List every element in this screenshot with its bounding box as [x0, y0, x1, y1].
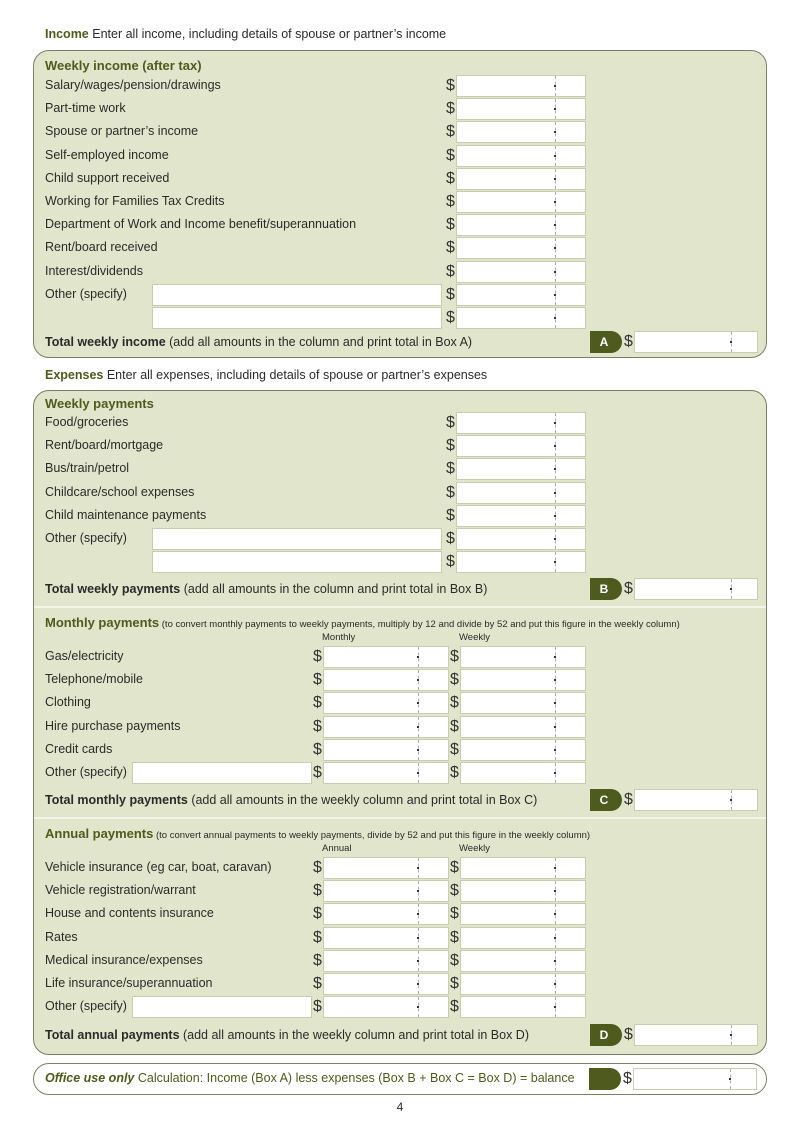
currency-symbol: $ — [450, 859, 459, 876]
office-use-text — [45, 1071, 575, 1085]
currency-symbol: $ — [446, 100, 455, 118]
currency-symbol: $ — [446, 460, 455, 478]
currency-symbol: $ — [623, 1070, 632, 1087]
weekly-income-panel — [33, 50, 767, 358]
annual-payments-title: Annual payments — [45, 826, 154, 841]
income-working-for-families-tax-credits-input[interactable] — [456, 191, 586, 213]
income-row-label: Working for Families Tax Credits — [45, 194, 225, 208]
box-c-badge: C — [590, 789, 622, 811]
currency-symbol: $ — [450, 928, 459, 946]
currency-symbol: $ — [446, 262, 455, 280]
annual-other-specify-annual-input[interactable] — [323, 996, 449, 1018]
weekly-payment-row-label: Childcare/school expenses — [45, 484, 195, 499]
total-monthly-payments-text: (add all amounts in the weekly column and print total in Box C) — [187, 793, 538, 807]
income-row-label: Salary/wages/pension/drawings — [45, 78, 221, 92]
income-heading — [45, 27, 446, 41]
weekly-food-groceries-input[interactable] — [456, 412, 586, 434]
income-rent-board-received-input[interactable] — [456, 237, 586, 259]
annual-medical-insurance-expenses-weekly-input[interactable] — [460, 950, 586, 972]
box-b-total-input[interactable] — [634, 578, 758, 600]
expenses-heading-bold: Expenses — [45, 368, 104, 382]
income-row-label: Rent/board received — [45, 240, 158, 255]
monthly-payment-row-label: Credit cards — [45, 741, 113, 756]
weekly-column-header: Weekly — [459, 632, 490, 643]
income-row-label: Other (specify) — [45, 286, 127, 301]
currency-symbol: $ — [450, 764, 459, 781]
monthly-gas-electricity-monthly-input[interactable] — [323, 646, 449, 668]
annual-payment-row-label: Other (specify) — [45, 999, 127, 1014]
annual-life-insurance-superannuation-weekly-input[interactable] — [460, 973, 586, 995]
total-weekly-payments-text: (add all amounts in the column and print total in Box B) — [180, 582, 488, 596]
currency-symbol: $ — [446, 437, 455, 455]
annual-rates-annual-input[interactable] — [323, 927, 449, 949]
currency-symbol: $ — [446, 193, 455, 210]
income-other-amount-input[interactable] — [456, 284, 586, 306]
currency-symbol: $ — [313, 998, 322, 1016]
weekly-other-specify-input-2[interactable] — [152, 551, 442, 573]
monthly-hire-purchase-payments-monthly-input[interactable] — [323, 716, 449, 738]
currency-symbol: $ — [450, 951, 459, 969]
weekly-other-amount-input-2[interactable] — [456, 551, 586, 573]
annual-payments-subheading — [45, 826, 590, 841]
annual-payment-row-label: House and contents insurance — [45, 906, 214, 921]
expenses-heading — [45, 368, 487, 382]
office-use-label: Office use only — [45, 1071, 135, 1085]
monthly-payment-row-label: Telephone/mobile — [45, 672, 143, 687]
annual-house-and-contents-insurance-annual-input[interactable] — [323, 903, 449, 925]
annual-life-insurance-superannuation-annual-input[interactable] — [323, 973, 449, 995]
total-monthly-payments-label — [45, 793, 537, 807]
currency-symbol: $ — [446, 77, 455, 94]
currency-symbol: $ — [446, 285, 455, 303]
expenses-heading-text: Enter all expenses, including details of spouse or partner’s expenses — [103, 368, 488, 382]
currency-symbol: $ — [313, 951, 322, 969]
currency-symbol: $ — [313, 928, 322, 946]
monthly-clothing-weekly-input[interactable] — [460, 692, 586, 714]
weekly-childcare-school-expenses-input[interactable] — [456, 482, 586, 504]
currency-symbol: $ — [313, 882, 322, 900]
weekly-payments-subheading: Weekly payments — [45, 396, 154, 411]
currency-symbol: $ — [624, 580, 633, 597]
weekly-column-header: Weekly — [459, 843, 490, 854]
monthly-payment-row-label: Hire purchase payments — [45, 718, 181, 733]
monthly-other-specify-input[interactable] — [132, 762, 312, 784]
income-row-label: Part-time work — [45, 101, 126, 116]
page-number: 4 — [396, 1100, 404, 1114]
total-weekly-payments-label — [45, 582, 487, 596]
currency-symbol: $ — [450, 717, 459, 735]
currency-symbol: $ — [450, 882, 459, 900]
monthly-clothing-monthly-input[interactable] — [323, 692, 449, 714]
currency-symbol: $ — [313, 975, 322, 992]
income-other-specify-input-2[interactable] — [152, 307, 442, 329]
weekly-payment-row-label: Bus/train/petrol — [45, 461, 130, 476]
annual-payment-row-label: Life insurance/superannuation — [45, 976, 213, 990]
annual-medical-insurance-expenses-annual-input[interactable] — [323, 950, 449, 972]
currency-symbol: $ — [446, 146, 455, 164]
annual-vehicle-registration-warrant-weekly-input[interactable] — [460, 880, 586, 902]
annual-payment-row-label: Medical insurance/expenses — [45, 952, 203, 967]
currency-symbol: $ — [450, 740, 459, 758]
monthly-payments-title: Monthly payments — [45, 615, 160, 630]
annual-payment-row-label: Rates — [45, 929, 78, 944]
income-child-support-received-input[interactable] — [456, 168, 586, 190]
weekly-income-subheading: Weekly income (after tax) — [45, 58, 202, 73]
currency-symbol: $ — [313, 859, 322, 876]
income-row-label: Self-employed income — [45, 147, 169, 162]
income-salary-wages-pension-drawings-input[interactable] — [456, 75, 586, 97]
currency-symbol: $ — [450, 905, 459, 923]
currency-symbol: $ — [446, 239, 455, 257]
monthly-other-specify-monthly-input[interactable] — [323, 762, 449, 784]
currency-symbol: $ — [446, 483, 455, 501]
total-weekly-income-bold: Total weekly income — [45, 335, 166, 349]
weekly-other-specify-input[interactable] — [152, 528, 442, 550]
currency-symbol: $ — [313, 694, 322, 712]
currency-symbol: $ — [624, 1026, 633, 1043]
currency-symbol: $ — [446, 216, 455, 234]
income-part-time-work-input[interactable] — [456, 98, 586, 120]
total-monthly-payments-bold: Total monthly payments — [45, 793, 188, 807]
currency-symbol: $ — [450, 648, 459, 665]
currency-symbol: $ — [446, 506, 455, 524]
currency-symbol: $ — [446, 414, 455, 431]
income-other-specify-input[interactable] — [152, 284, 442, 306]
box-d-total-input[interactable] — [634, 1024, 758, 1046]
currency-symbol: $ — [313, 740, 322, 758]
currency-symbol: $ — [450, 975, 459, 992]
annual-vehicle-insurance-eg-car-boat-caravan-weekly-input[interactable] — [460, 857, 586, 879]
weekly-payment-row-label: Other (specify) — [45, 531, 127, 545]
expenses-panel — [33, 390, 767, 1055]
section-divider — [34, 817, 766, 819]
currency-symbol: $ — [446, 123, 455, 141]
weekly-bus-train-petrol-input[interactable] — [456, 458, 586, 480]
monthly-payment-row-label: Other (specify) — [45, 765, 127, 779]
monthly-gas-electricity-weekly-input[interactable] — [460, 646, 586, 668]
annual-house-and-contents-insurance-weekly-input[interactable] — [460, 903, 586, 925]
currency-symbol: $ — [313, 671, 322, 689]
total-weekly-income-text: (add all amounts in the column and print total in Box A) — [165, 335, 473, 349]
income-interest-dividends-input[interactable] — [456, 261, 586, 283]
income-other-amount-input-2[interactable] — [456, 307, 586, 329]
total-weekly-income-label — [45, 335, 472, 349]
currency-symbol: $ — [446, 169, 455, 187]
income-row-label: Department of Work and Income benefit/superannuation — [45, 217, 357, 232]
annual-payment-row-label: Vehicle registration/warrant — [45, 883, 196, 898]
income-spouse-or-partner-s-income-input[interactable] — [456, 121, 586, 143]
box-b-badge: B — [590, 578, 622, 600]
currency-symbol: $ — [450, 671, 459, 689]
monthly-payments-note: (to convert monthly payments to weekly payments, multiply by 12 and divide by 52 and put this figure in the weekly column) — [159, 619, 680, 630]
monthly-other-specify-weekly-input[interactable] — [460, 762, 586, 784]
income-row-label: Child support received — [45, 170, 170, 185]
currency-symbol: $ — [313, 648, 322, 665]
section-divider — [34, 606, 766, 608]
annual-column-header: Annual — [322, 843, 352, 854]
box-a-total-input[interactable] — [634, 331, 758, 353]
annual-vehicle-registration-warrant-annual-input[interactable] — [323, 880, 449, 902]
monthly-payments-subheading — [45, 615, 680, 630]
income-row-label: Interest/dividends — [45, 263, 143, 278]
weekly-child-maintenance-payments-input[interactable] — [456, 505, 586, 527]
monthly-column-header: Monthly — [322, 632, 356, 643]
office-use-panel — [33, 1063, 767, 1095]
currency-symbol: $ — [313, 764, 322, 781]
box-c-total-input[interactable] — [634, 789, 758, 811]
annual-rates-weekly-input[interactable] — [460, 927, 586, 949]
currency-symbol: $ — [313, 905, 322, 923]
weekly-rent-board-mortgage-input[interactable] — [456, 435, 586, 457]
currency-symbol: $ — [446, 530, 455, 547]
income-department-of-work-and-income-benefit-superannuation-input[interactable] — [456, 214, 586, 236]
box-a-badge: A — [590, 331, 622, 353]
total-annual-payments-bold: Total annual payments — [45, 1028, 180, 1042]
currency-symbol: $ — [446, 309, 455, 326]
total-annual-payments-label — [45, 1028, 529, 1042]
income-heading-text: Enter all income, including details of spouse or partner’s income — [88, 27, 447, 41]
monthly-telephone-mobile-monthly-input[interactable] — [323, 669, 449, 691]
weekly-payment-row-label: Food/groceries — [45, 415, 129, 429]
total-weekly-payments-bold: Total weekly payments — [45, 582, 181, 596]
income-row-label: Spouse or partner’s income — [45, 124, 199, 139]
currency-symbol: $ — [313, 717, 322, 735]
annual-vehicle-insurance-eg-car-boat-caravan-annual-input[interactable] — [323, 857, 449, 879]
annual-other-specify-input[interactable] — [132, 996, 312, 1018]
annual-other-specify-weekly-input[interactable] — [460, 996, 586, 1018]
monthly-credit-cards-weekly-input[interactable] — [460, 739, 586, 761]
balance-badge — [589, 1068, 621, 1090]
annual-payments-note: (to convert annual payments to weekly payments, divide by 52 and put this figure in the weekly column) — [153, 830, 591, 841]
currency-symbol: $ — [624, 791, 633, 808]
monthly-credit-cards-monthly-input[interactable] — [323, 739, 449, 761]
weekly-payment-row-label: Rent/board/mortgage — [45, 438, 164, 453]
currency-symbol: $ — [446, 553, 455, 571]
balance-input[interactable] — [633, 1068, 757, 1090]
weekly-payment-row-label: Child maintenance payments — [45, 507, 207, 522]
currency-symbol: $ — [450, 998, 459, 1016]
total-annual-payments-text: (add all amounts in the weekly column and print total in Box D) — [179, 1028, 529, 1042]
monthly-payment-row-label: Gas/electricity — [45, 649, 124, 663]
currency-symbol: $ — [624, 333, 633, 350]
monthly-telephone-mobile-weekly-input[interactable] — [460, 669, 586, 691]
monthly-hire-purchase-payments-weekly-input[interactable] — [460, 716, 586, 738]
currency-symbol: $ — [450, 694, 459, 712]
monthly-payment-row-label: Clothing — [45, 695, 91, 710]
office-calculation-text: Calculation: Income (Box A) less expenses (Box B + Box C = Box D) = balance — [134, 1071, 575, 1085]
annual-payment-row-label: Vehicle insurance (eg car, boat, caravan) — [45, 860, 272, 874]
income-self-employed-income-input[interactable] — [456, 145, 586, 167]
weekly-other-amount-input[interactable] — [456, 528, 586, 550]
income-heading-bold: Income — [45, 27, 89, 41]
box-d-badge: D — [590, 1024, 622, 1046]
